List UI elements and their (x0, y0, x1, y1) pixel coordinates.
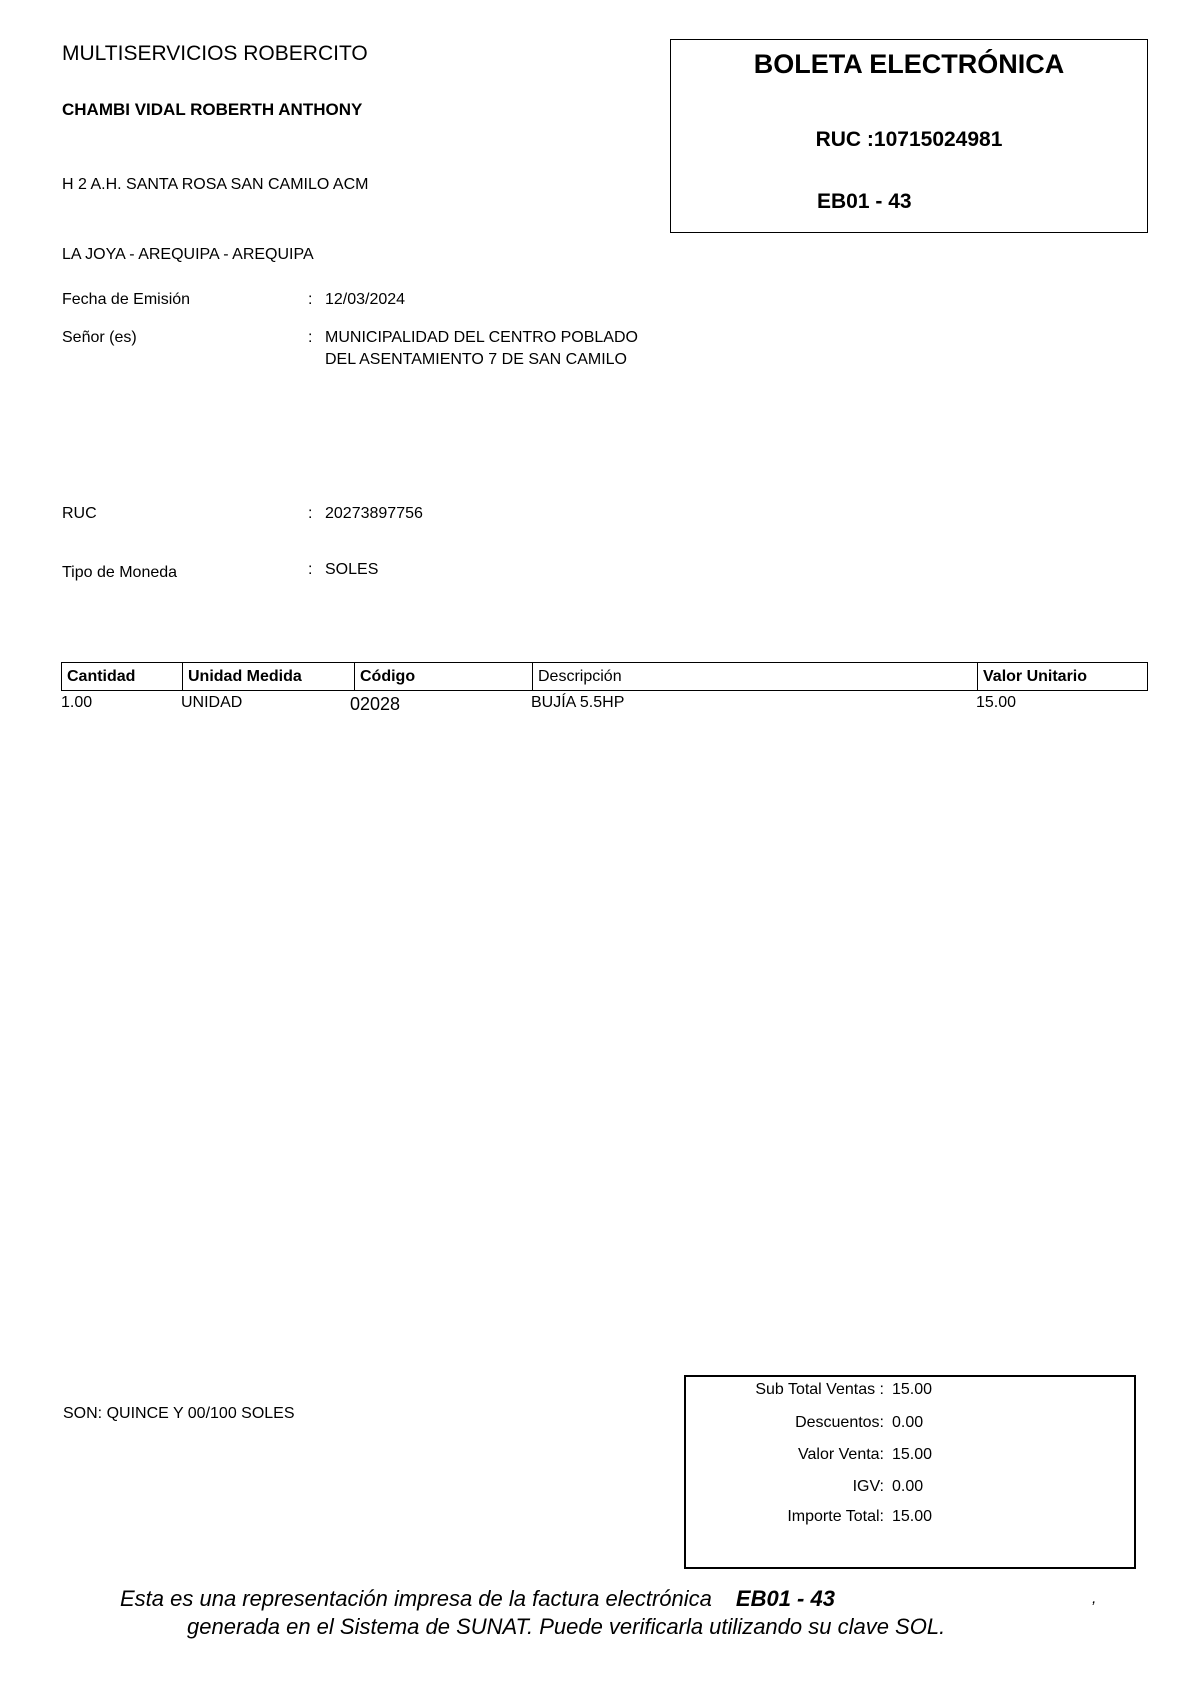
column-header-code: Código (354, 663, 532, 690)
footer-doc-number: EB01 - 43 (735, 1586, 835, 1611)
customer-name-line2: DEL ASENTAMIENTO 7 DE SAN CAMILO (325, 351, 627, 368)
customer-name-line1: MUNICIPALIDAD DEL CENTRO POBLADO (325, 329, 638, 346)
total-value: 15.00 (892, 1508, 933, 1525)
customer-name-label: Señor (es) (62, 329, 137, 346)
igv-label: IGV: (852, 1478, 884, 1495)
amount-in-words: SON: QUINCE Y 00/100 SOLES (63, 1405, 295, 1422)
cell-unit: UNIDAD (181, 694, 243, 711)
discounts-label: Descuentos: (795, 1414, 884, 1431)
column-header-description: Descripción (532, 663, 977, 690)
issue-date-label: Fecha de Emisión (62, 291, 191, 308)
column-header-unit-value: Valor Unitario (977, 663, 1146, 690)
cell-code: 02028 (350, 694, 401, 714)
issuer-address: H 2 A.H. SANTA ROSA SAN CAMILO ACM (62, 176, 369, 193)
currency-label: Tipo de Moneda (62, 564, 178, 581)
customer-ruc-label: RUC (62, 505, 97, 522)
column-header-quantity: Cantidad (67, 668, 136, 685)
footer-comma: , (1092, 1590, 1097, 1607)
subtotal-label: Sub Total Ventas : (755, 1381, 884, 1398)
sale-value-label: Valor Venta: (798, 1446, 884, 1463)
cell-quantity: 1.00 (61, 694, 93, 711)
footer-line1 (120, 1586, 835, 1612)
document-ruc (671, 128, 1147, 152)
document-series-number: EB01 - 43 (817, 190, 912, 213)
colon: : (308, 561, 313, 578)
discounts-value: 0.00 (892, 1414, 924, 1431)
colon: : (308, 505, 313, 522)
cell-unit-value: 15.00 (976, 694, 1017, 711)
sale-value-value: 15.00 (892, 1446, 933, 1463)
colon: : (308, 291, 313, 308)
igv-value: 0.00 (892, 1478, 924, 1495)
currency-value: SOLES (325, 561, 379, 578)
document-ruc-value: 10715024981 (873, 128, 1003, 151)
footer-line2: generada en el Sistema de SUNAT. Puede verificarla utilizando su clave SOL. (187, 1614, 946, 1639)
document-type-title: BOLETA ELECTRÓNICA (753, 49, 1065, 79)
subtotal-value: 15.00 (892, 1381, 933, 1398)
cell-description: BUJÍA 5.5HP (531, 694, 625, 711)
total-label: Importe Total: (787, 1508, 884, 1525)
document-ruc-label: RUC : (815, 128, 874, 151)
items-table-header (61, 662, 1148, 691)
customer-ruc-value: 20273897756 (325, 505, 423, 522)
issuer-trade-name: MULTISERVICIOS ROBERCITO (62, 42, 368, 65)
issuer-district: LA JOYA - AREQUIPA - AREQUIPA (62, 246, 314, 263)
document-id-box (670, 39, 1148, 233)
column-header-unit: Unidad Medida (182, 663, 354, 690)
footer-line1-text: Esta es una representación impresa de la factura electrónica (120, 1586, 712, 1611)
issuer-owner-name: CHAMBI VIDAL ROBERTH ANTHONY (62, 100, 363, 119)
colon: : (308, 329, 313, 346)
issue-date-value: 12/03/2024 (325, 291, 406, 308)
totals-box (684, 1375, 1136, 1569)
